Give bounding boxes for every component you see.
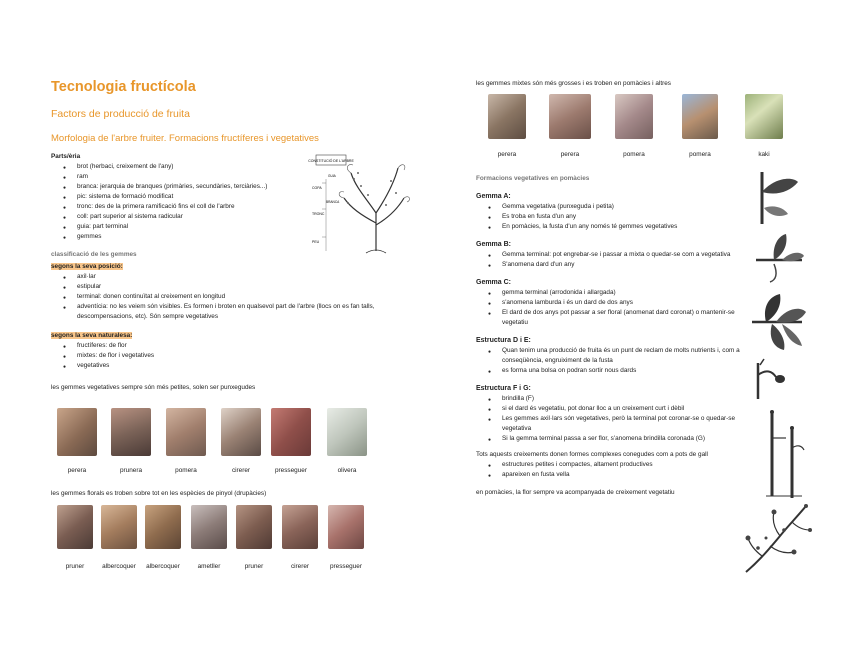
estructura-de-title: Estructura D i E: <box>476 337 531 344</box>
list-item: ● vegetatives <box>77 361 411 371</box>
list-item: ● Es troba en fusta d'un any <box>502 212 748 222</box>
all-list <box>476 460 748 480</box>
all-heading: Tots aquests creixements donen formes complexes conegudes com a pots de gall <box>476 451 708 458</box>
list-item: ● s'anomena lamburda i és un dard de dos anys <box>502 298 748 308</box>
bud-photo <box>488 94 526 139</box>
bud-photo <box>282 505 318 549</box>
list-item: ● coll: part superior al sistema radicular <box>77 212 411 222</box>
bud-photo <box>328 505 364 549</box>
sketch-pot-de-gall <box>740 500 812 576</box>
gemma-b-list <box>476 250 748 270</box>
flor-caption: les gemmes florals es troben sobre tot en les espècies de pinyol (drupàcies) <box>51 490 267 497</box>
by-nature-list <box>51 341 411 371</box>
list-item: ● apareixen en fusta vella <box>502 470 748 480</box>
photo-caption: pomera <box>175 467 197 474</box>
bud-photo <box>615 94 653 139</box>
photo-caption: pomera <box>623 151 645 158</box>
diagram-label: CONSTITUCIÓ DE L'ARBRE <box>308 159 354 163</box>
bud-photo <box>682 94 718 139</box>
bud-photo <box>549 94 591 139</box>
list-item: ● gemma terminal (arrodonida i allargada) <box>502 288 748 298</box>
list-item: ● ram <box>77 172 411 182</box>
tree-diagram <box>306 153 410 259</box>
list-item: ● es forma una bolsa on podran sortir nous dards <box>502 366 748 376</box>
parts-heading: Parts/èria <box>51 153 81 160</box>
photo-caption: cirerer <box>231 467 251 474</box>
list-item: ● En pomàcies, la fusta d'un any només té gemmes vegetatives <box>502 222 748 232</box>
diagram-label: BRANCA <box>326 200 340 204</box>
photo-caption: presseguer <box>330 563 362 570</box>
estructura-fg-list <box>476 394 748 444</box>
bud-photo <box>745 94 783 139</box>
list-item: ● pic: sistema de formació modificat <box>77 192 411 202</box>
photo-caption: perera <box>560 151 580 158</box>
list-item: ● fructíferes: de flor <box>77 341 411 351</box>
gemma-a-title: Gemma A: <box>476 193 511 200</box>
bud-photo <box>57 408 97 456</box>
sketch-estructura-fg <box>762 408 808 500</box>
photo-caption: perera <box>497 151 517 158</box>
gemma-a-list <box>476 202 748 232</box>
estructura-fg-title: Estructura F i G: <box>476 385 531 392</box>
bud-photo <box>221 408 261 456</box>
photo-caption: presseguer <box>275 467 307 474</box>
sketch-gemma-a <box>748 168 806 226</box>
diagram-label: TRONC <box>312 212 325 216</box>
list-item: ● estructures petites i compactes, altament productives <box>502 460 748 470</box>
page-title: Tecnologia fructícola <box>51 79 196 95</box>
photo-caption: perera <box>67 467 87 474</box>
photo-caption: pruner <box>244 563 264 570</box>
bud-photo <box>191 505 227 549</box>
list-item: ● tronc: des de la primera ramificació fins el coll de l'arbre <box>77 202 411 212</box>
veg-pom-heading: Formacions vegetatives en pomàcies <box>476 175 590 182</box>
list-item: ● axil·lar <box>77 272 411 282</box>
list-item: ● guia: part terminal <box>77 222 411 232</box>
photo-caption: cirerer <box>290 563 310 570</box>
sketch-gemma-c <box>746 292 808 352</box>
estructura-de-list <box>476 346 748 376</box>
list-item: ● brot (herbaci, creixement de l'any) <box>77 162 411 172</box>
bud-photo <box>236 505 272 549</box>
list-item: ● Quan tenim una producció de fruita és un punt de reclam de molts nutrients i, com a conseqüència, engruiximent de la fusta <box>502 346 748 366</box>
diagram-label: PEU <box>312 240 320 244</box>
right-text <box>476 174 748 498</box>
mixed-caption: les gemmes mixtes són més grosses i es troben en pomàcies i altres <box>476 80 671 87</box>
photo-caption: olivera <box>337 467 357 474</box>
classification-heading: classificació de les gemmes <box>51 251 137 258</box>
section-title: Morfologia de l'arbre fruiter. Formacions fructíferes i vegetatives <box>51 133 319 144</box>
photo-caption: albercoquer <box>146 563 180 570</box>
diagram-label: GUIA <box>328 174 336 178</box>
list-item: ● si el dard és vegetatiu, pot donar lloc a un creixement curt i dèbil <box>502 404 748 414</box>
gemma-b-title: Gemma B: <box>476 241 512 248</box>
bud-photo <box>145 505 181 549</box>
list-item: ● El dard de dos anys pot passar a ser floral (anomenat dard coronat) o mantenir-se vegetatiu <box>502 308 748 328</box>
bud-photo <box>57 505 93 549</box>
list-item: ● Gemma vegetativa (punxeguda i petita) <box>502 202 748 212</box>
by-position-heading: segons la seva posició: <box>51 263 123 270</box>
gemma-c-title: Gemma C: <box>476 279 512 286</box>
photo-caption: albercoquer <box>102 563 136 570</box>
page-subtitle: Factors de producció de fruita <box>51 108 190 120</box>
veg-caption: les gemmes vegetatives sempre són més petites, solen ser punxegudes <box>51 384 256 391</box>
sketch-estructura-de <box>752 355 802 401</box>
photo-caption: kaki <box>758 151 770 158</box>
list-item: ● Les gemmes axil·lars són vegetatives, però la terminal pot coronar-se o quedar-se vegetativa <box>502 414 748 434</box>
photo-caption: ametller <box>197 563 221 570</box>
photo-caption: prunera <box>119 467 143 474</box>
list-item: ● brindilla (F) <box>502 394 748 404</box>
list-item: ● branca: jerarquia de branques (primàries, secundàries, terciàries...) <box>77 182 411 192</box>
final-note: en pomàcies, la flor sempre va acompanyada de creixement vegetatiu <box>476 489 675 496</box>
list-item: ● gemmes <box>77 232 411 242</box>
photo-caption: pruner <box>65 563 85 570</box>
list-item: ● S'anomena dard d'un any <box>502 260 748 270</box>
list-item: ● Gemma terminal: pot engrebar-se i passar a mixta o quedar-se com a vegetativa <box>502 250 748 260</box>
by-nature-heading: segons la seva naturalesa: <box>51 332 133 339</box>
bud-photo <box>166 408 206 456</box>
list-item: ● terminal: donen continuïtat al creixement en longitud <box>77 292 411 302</box>
by-position-list <box>51 272 411 322</box>
gemma-c-list <box>476 288 748 328</box>
photo-caption: pomera <box>689 151 711 158</box>
bud-photo <box>101 505 137 549</box>
bud-photo <box>327 408 367 456</box>
diagram-label: COPA <box>312 186 322 190</box>
list-item: ● mixtes: de flor i vegetatives <box>77 351 411 361</box>
list-item: ● estipular <box>77 282 411 292</box>
bud-photo <box>271 408 311 456</box>
list-item: ● Si la gemma terminal passa a ser flor, s'anomena brindilla coronada (G) <box>502 434 748 444</box>
list-item: ● adventícia: no les veiem són visibles. Es formen i broten en qualsevol part de l'arbre (llocs on es fan talls, descompensacions, etc). Són sempre vegetatives <box>77 302 411 322</box>
sketch-gemma-b <box>752 230 806 284</box>
bud-photo <box>111 408 151 456</box>
